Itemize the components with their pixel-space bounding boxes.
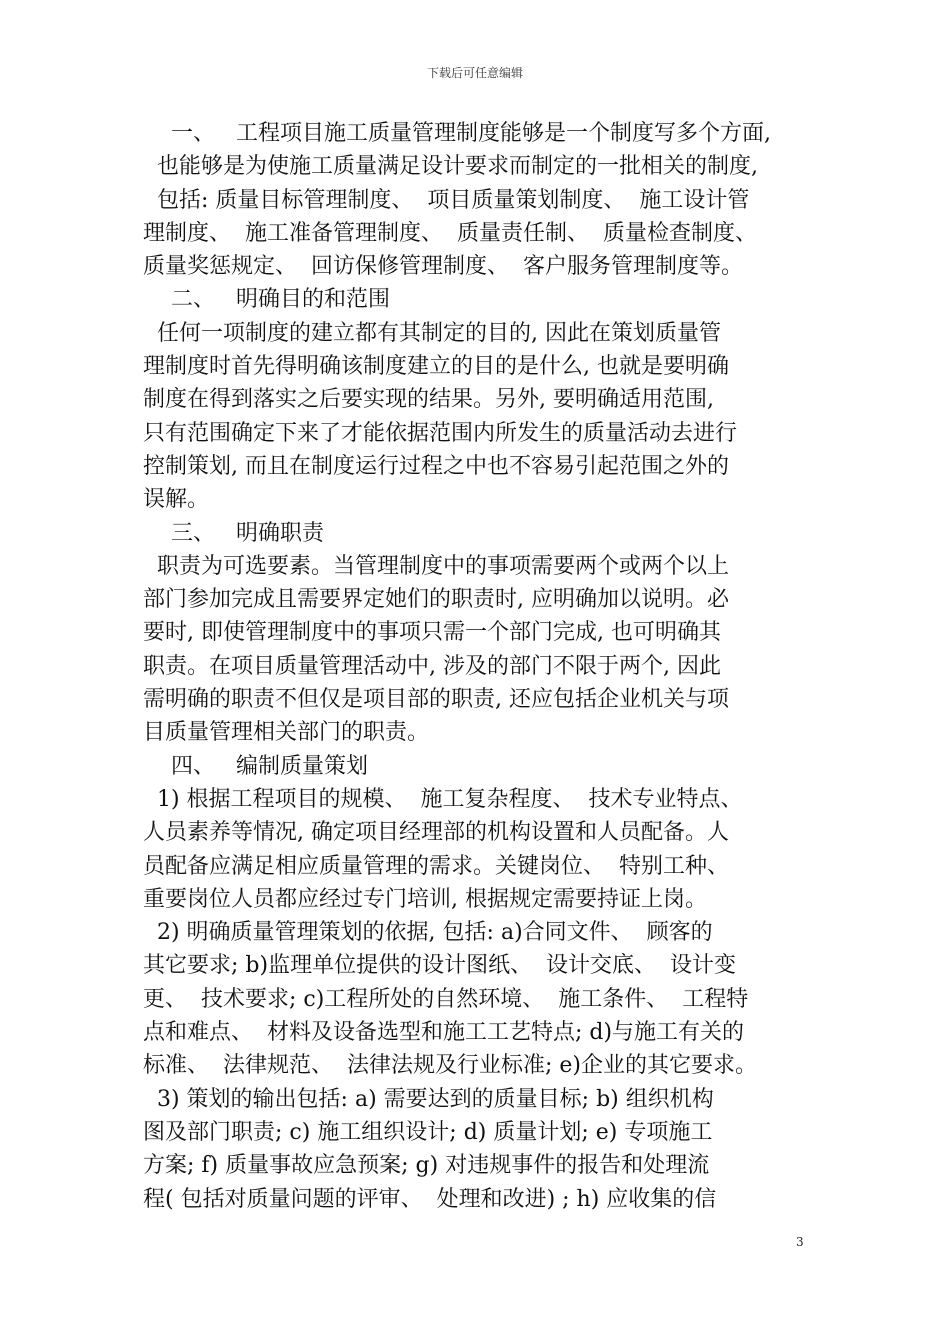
text-line: 二、 明确目的和范围 <box>143 287 390 313</box>
text-line: 误解。 <box>143 487 210 513</box>
text-line: 部门参加完成且需要界定她们的职责时, 应明确加以说明。必 <box>143 587 729 613</box>
text-line: 其它要求; b)监理单位提供的设计图纸、 设计交底、 设计变 <box>143 953 737 979</box>
text-line: 只有范围确定下来了才能依据范围内所发生的质量活动去进行 <box>143 420 738 446</box>
text-line: 包括: 质量目标管理制度、 项目质量策划制度、 施工设计管 <box>143 187 750 213</box>
text-line: 职责为可选要素。当管理制度中的事项需要两个或两个以上 <box>143 553 729 579</box>
text-line: 目质量管理相关部门的职责。 <box>143 720 430 746</box>
text-line: 一、 工程项目施工质量管理制度能够是一个制度写多个方面, <box>143 121 771 146</box>
text-line: 质量奖惩规定、 回访保修管理制度、 客户服务管理制度等。 <box>143 254 743 280</box>
text-line: 图及部门职责; c) 施工组织设计; d) 质量计划; e) 专项施工 <box>143 1119 713 1145</box>
text-line: 制度在得到落实之后要实现的结果。另外, 要明确适用范围, <box>143 387 714 413</box>
page-number: 3 <box>796 1235 804 1249</box>
text-line: 职责。在项目质量管理活动中, 涉及的部门不限于两个, 因此 <box>143 653 721 679</box>
text-line: 3) 策划的输出包括: a) 需要达到的质量目标; b) 组织机构 <box>143 1086 714 1112</box>
document-body <box>143 117 793 1216</box>
text-line: 任何一项制度的建立都有其制定的目的, 因此在策划质量管 <box>143 320 721 346</box>
text-line: 控制策划, 而且在制度运行过程之中也不容易引起范围之外的 <box>143 453 729 479</box>
text-line: 理制度、 施工准备管理制度、 质量责任制、 质量检查制度、 <box>143 220 757 246</box>
text-line: 重要岗位人员都应经过专门培训, 根据规定需要持证上岗。 <box>143 886 707 912</box>
text-line: 1) 根据工程项目的规模、 施工复杂程度、 技术专业特点、 <box>143 786 743 812</box>
text-line: 要时, 即使管理制度中的事项只需一个部门完成, 也可明确其 <box>143 620 721 646</box>
text-line: 也能够是为使施工质量满足设计要求而制定的一批相关的制度, <box>143 154 758 180</box>
text-line: 需明确的职责不但仅是项目部的职责, 还应包括企业机关与项 <box>143 687 729 713</box>
text-line: 三、 明确职责 <box>143 520 324 546</box>
text-line: 员配备应满足相应质量管理的需求。关键岗位、 特别工种、 <box>143 853 729 879</box>
text-line: 方案; f) 质量事故应急预案; g) 对违规事件的报告和处理流 <box>143 1153 710 1179</box>
text-line: 程( 包括对质量问题的评审、 处理和改进) ; h) 应收集的信 <box>143 1186 717 1212</box>
text-line: 点和难点、 材料及设备选型和施工工艺特点; d)与施工有关的 <box>143 1020 745 1046</box>
text-line: 标准、 法律规范、 法律法规及行业标准; e)企业的其它要求。 <box>143 1053 757 1079</box>
text-line: 2) 明确质量管理策划的依据, 包括: a)合同文件、 顾客的 <box>143 920 713 946</box>
text-line: 理制度时首先得明确该制度建立的目的是什么, 也就是要明确 <box>143 354 729 380</box>
text-line: 四、 编制质量策划 <box>143 753 368 779</box>
text-line: 人员素养等情况, 确定项目经理部的机构设置和人员配备。人 <box>143 820 729 846</box>
page-header: 下载后可任意编辑 <box>426 66 523 80</box>
text-line: 更、 技术要求; c)工程所处的自然环境、 施工条件、 工程特 <box>143 986 749 1012</box>
